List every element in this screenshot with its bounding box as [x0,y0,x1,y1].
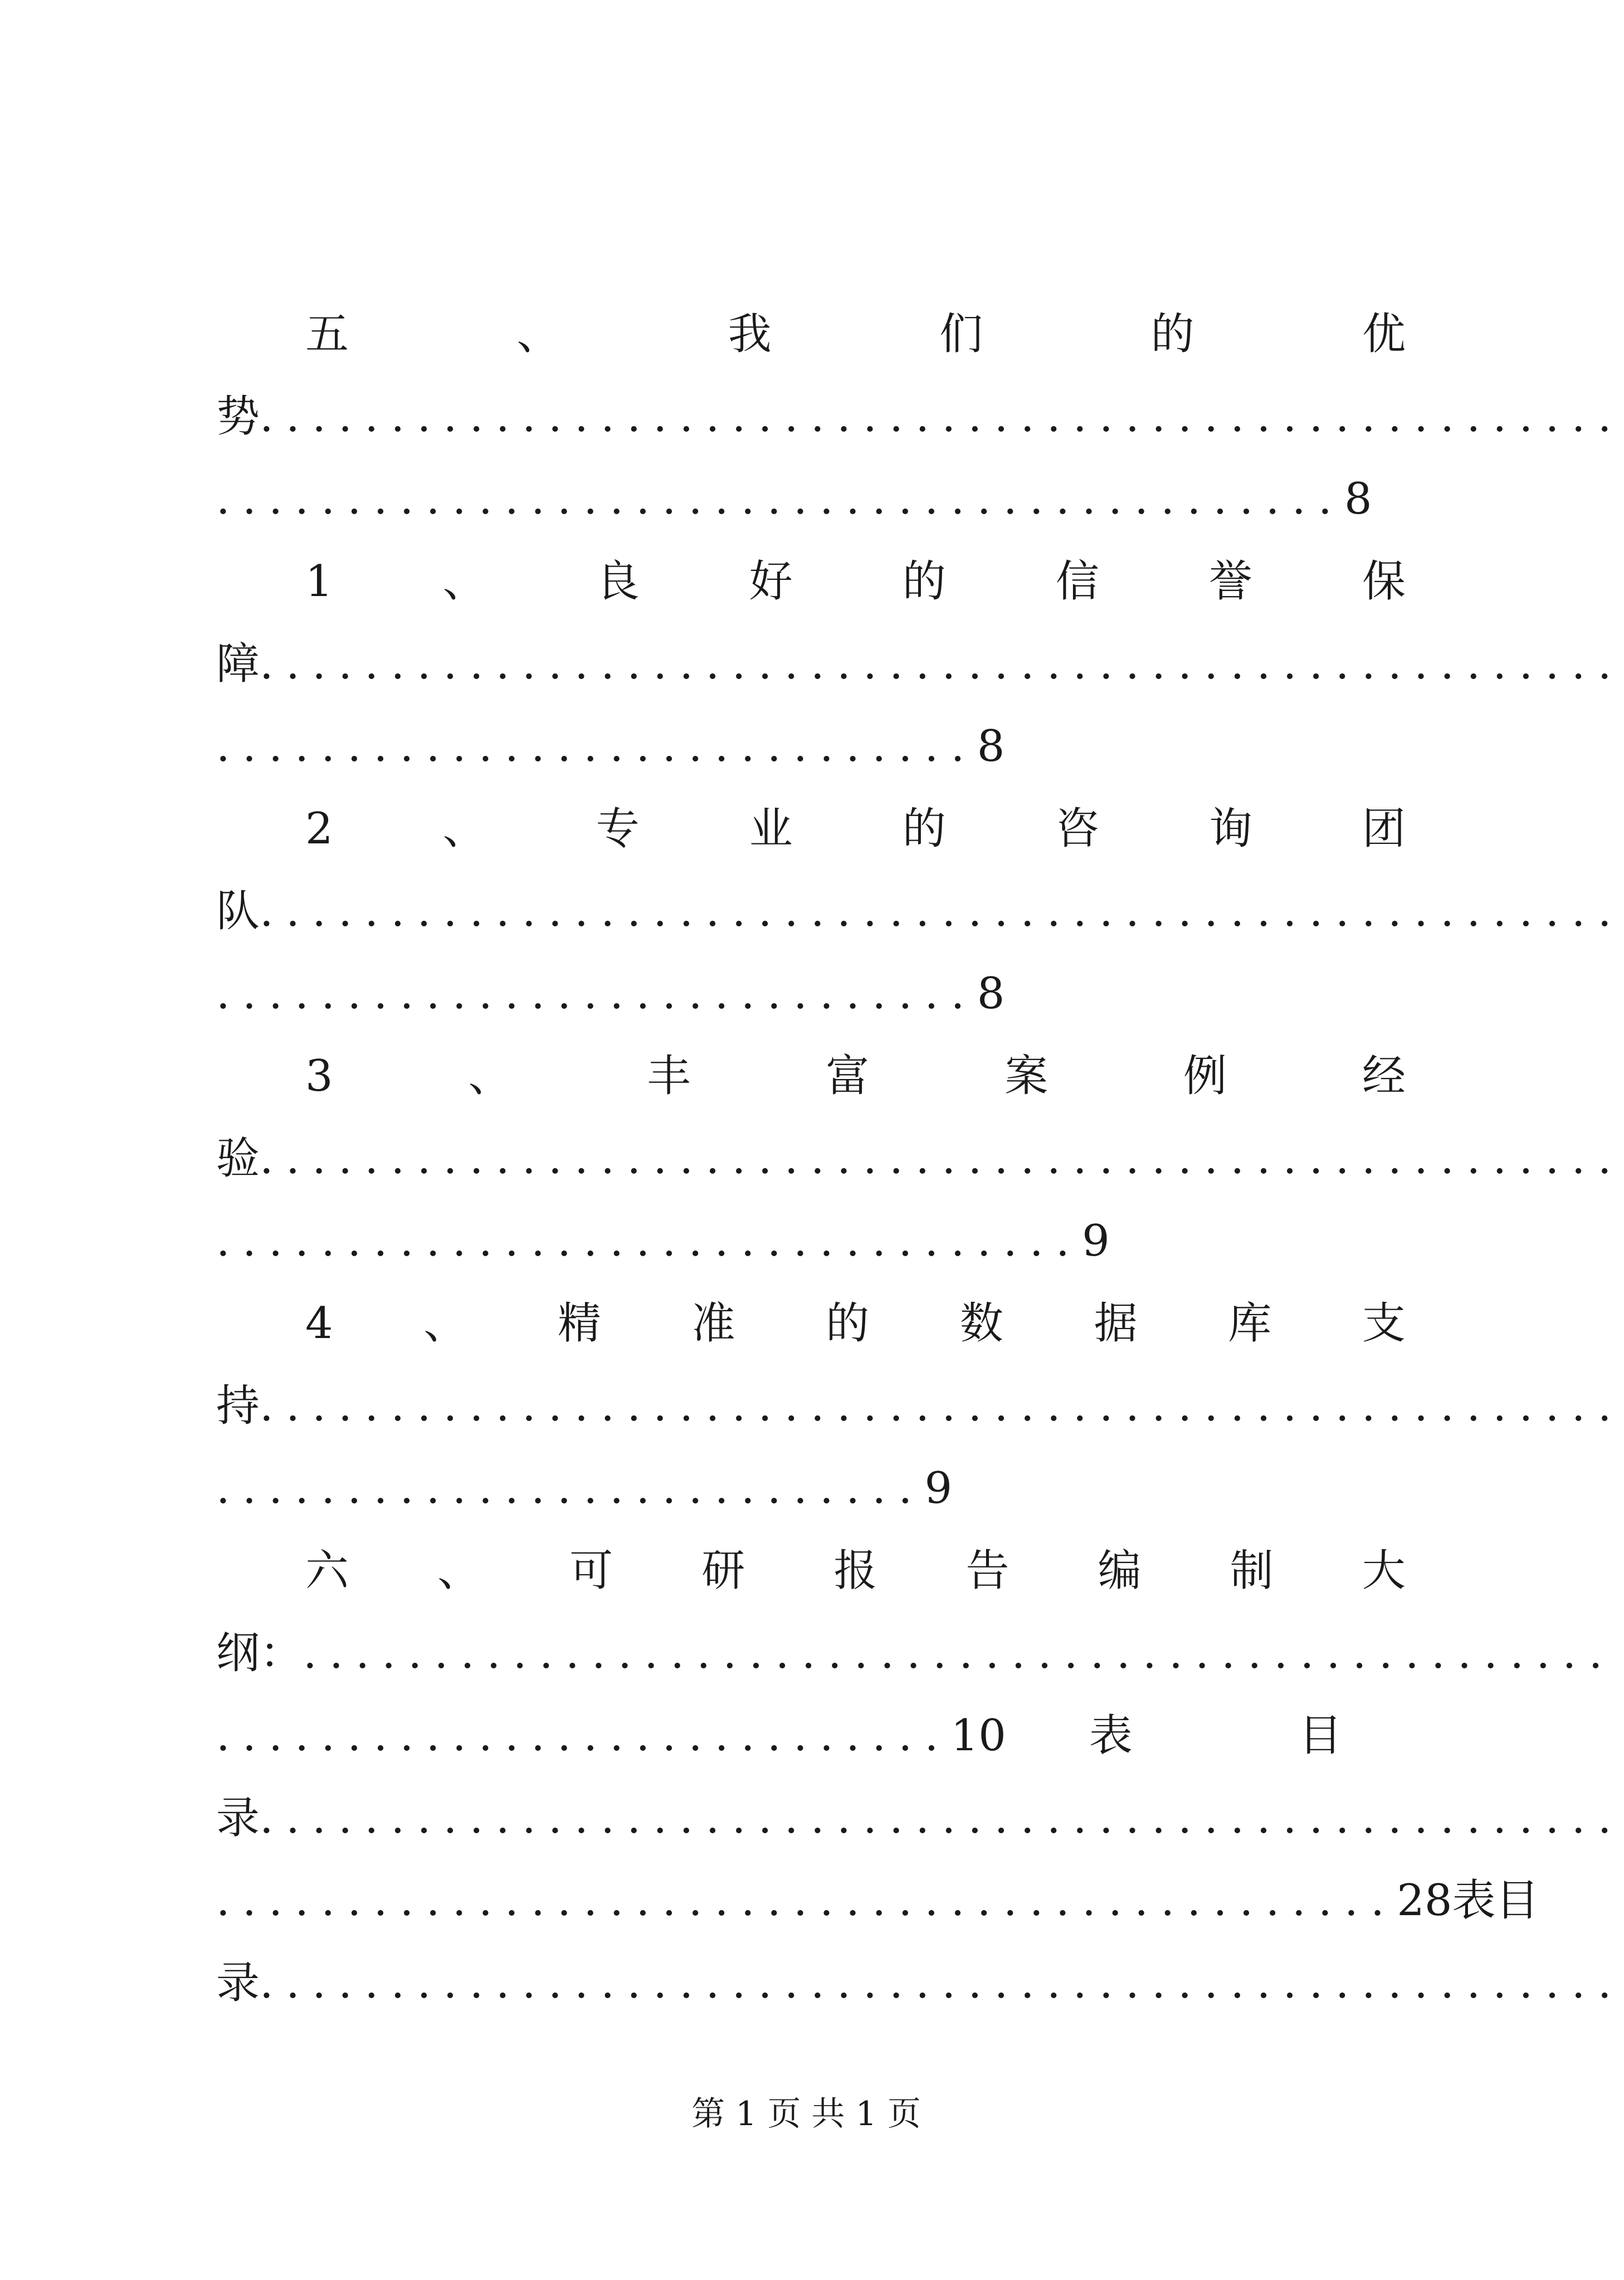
dot-leader: ............................ [216,1711,951,1761]
toc-table-list-2-line1 [216,1939,1624,2028]
toc-token: 例 [1183,1051,1227,1101]
toc-token: 丰 [647,1051,691,1101]
toc-token: 专 [596,804,640,854]
toc-token: 数 [959,1298,1003,1349]
toc-item-1-line2 [216,619,1624,709]
toc-token: 经 [1362,1051,1406,1101]
dot-leader: ............................. [216,969,977,1019]
toc-token: 的 [1150,309,1194,359]
page-number: 8 [977,721,1005,772]
toc-heading-5-line2 [216,372,1624,461]
toc-token: 告 [965,1546,1009,1596]
toc-token: 库 [1228,1298,1272,1349]
dot-leader: ........................................... [216,474,1345,524]
toc-item-3-line3 [216,1197,1431,1286]
toc-token: 我 [728,309,772,359]
toc-token: 的 [902,556,946,607]
toc-table-list-1-line1 [216,1774,1624,1863]
toc-next-entry [1006,1691,1431,1780]
toc-word: 录 [216,1793,260,1843]
page-number: 28 [1397,1876,1452,1926]
toc-token: 支 [1362,1298,1406,1349]
dot-leader: .................................................... [260,1381,1624,1431]
toc-token: 团 [1362,804,1406,854]
toc-token: 3 [305,1051,333,1101]
page-number: 8 [1344,474,1372,524]
toc-token: 、 [468,1051,512,1101]
toc-token: 4 [305,1298,333,1349]
dot-leader: .................................................... [260,1134,1624,1184]
toc-token: 2 [305,804,333,854]
toc-item-3-line2 [216,1114,1624,1203]
toc-token: 富 [826,1051,870,1101]
toc-token: 、 [442,804,486,854]
toc-token: 目 [1495,1876,1539,1926]
toc-token: 精 [557,1298,601,1349]
toc-token: 六 [305,1546,349,1596]
toc-token: 制 [1230,1546,1274,1596]
toc-token: 信 [1055,556,1099,607]
page-number: 9 [924,1463,953,1514]
toc-table-list-1-line2 [216,1856,1539,1945]
toc-token: 誉 [1208,556,1252,607]
toc-token: 1 [305,556,333,607]
dot-leader: .................................................... [260,886,1624,936]
page-number: 9 [1082,1216,1110,1266]
toc-heading-5-line1 [216,290,1431,379]
dot-leader: ............................. [216,721,977,772]
toc-item-4-line3 [216,1444,1431,1533]
dot-leader: .................................................... [260,1958,1624,2008]
toc-token: 、 [516,309,560,359]
toc-token: 咨 [1055,804,1099,854]
toc-word: 验 [216,1134,260,1184]
toc-token: 、 [423,1298,467,1349]
dot-leader: ............................................. [216,1876,1397,1926]
toc-token: 好 [749,556,793,607]
toc-token: 案 [1004,1051,1048,1101]
toc-token: 表 [1089,1711,1133,1761]
toc-token: 询 [1208,804,1252,854]
toc-token: 保 [1362,556,1406,607]
toc-token: 的 [902,804,946,854]
toc-item-4-line2 [216,1361,1624,1451]
toc-word: 录 [216,1958,260,2008]
page-number: 10 [950,1711,1006,1761]
toc-token: 可 [569,1546,613,1596]
dot-leader: ................................. [216,1216,1082,1266]
page-footer: 第 1 页 共 1 页 [691,2095,921,2133]
toc-token: 五 [305,309,349,359]
toc-next-entry [1452,1856,1545,1945]
dot-leader: .................................................... [260,392,1624,442]
toc-item-2-line1 [216,784,1431,873]
toc-heading-6-line2 [216,1609,1615,1698]
toc-token: 、 [442,556,486,607]
dot-leader: .................................................... [260,639,1624,689]
toc-token: 大 [1362,1546,1406,1596]
toc-item-2-line2 [216,867,1624,956]
toc-word: 持 [216,1381,260,1431]
toc-token: 优 [1362,309,1406,359]
dot-leader: .................................................. [303,1628,1615,1678]
page-number: 8 [977,969,1005,1019]
toc-token: 业 [749,804,793,854]
toc-token: 良 [596,556,640,607]
toc-word: 纲： [216,1628,304,1678]
dot-leader: ........................... [216,1463,925,1514]
toc-heading-6-line1 [216,1526,1431,1615]
toc-word: 障 [216,639,260,689]
toc-token: 们 [939,309,983,359]
toc-token: 的 [826,1298,870,1349]
toc-token: 据 [1094,1298,1138,1349]
toc-token: 研 [701,1546,745,1596]
toc-token: 准 [691,1298,735,1349]
toc-heading-6-line3 [216,1691,1431,1780]
toc-token: 、 [437,1546,481,1596]
toc-item-2-line3 [216,949,1431,1038]
toc-word: 队 [216,886,260,936]
toc-token: 目 [1298,1711,1342,1761]
toc-item-4-line1 [216,1279,1431,1368]
toc-token: 表 [1452,1876,1496,1926]
dot-leader: .................................................... [260,1793,1624,1843]
toc-word: 势 [216,392,260,442]
toc-token: 报 [833,1546,877,1596]
toc-item-3-line1 [216,1032,1431,1121]
toc-heading-5-line3 [216,455,1431,544]
toc-token: 编 [1098,1546,1142,1596]
toc-item-1-line3 [216,702,1431,791]
toc-item-1-line1 [216,537,1431,626]
